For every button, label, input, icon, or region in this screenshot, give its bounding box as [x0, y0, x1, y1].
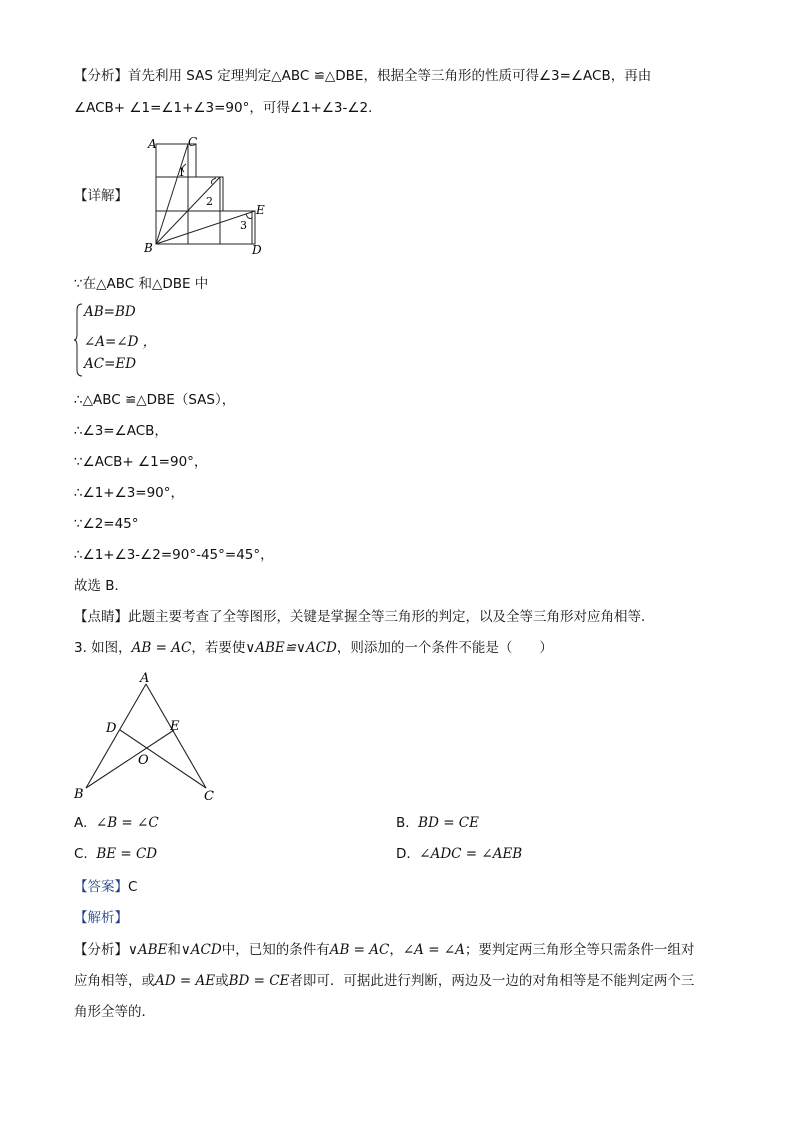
- option-b-letter: B.: [396, 815, 410, 831]
- option-a-text: ∠B = ∠C: [95, 815, 159, 831]
- label-C: C: [188, 135, 198, 149]
- proof-intro: ∵在△ABC 和△DBE 中: [74, 276, 209, 292]
- option-a[interactable]: [74, 815, 159, 831]
- q3-an-2b: 或: [215, 973, 229, 989]
- analysis-line-2: ∠ACB+ ∠1=∠1+∠3=90°，可得∠1+∠3-∠2．: [74, 100, 382, 116]
- angle-2-label: 2: [206, 195, 213, 208]
- answer-line: [74, 877, 137, 897]
- option-b[interactable]: [396, 815, 479, 831]
- tri-label-O: O: [138, 753, 149, 768]
- proof-step-4: ∴∠1+∠3=90°，: [74, 485, 185, 501]
- q3-an-1m1: ∨ABE: [128, 942, 168, 958]
- option-c-text: BE = CD: [96, 846, 158, 862]
- brace-row-3: AC=ED: [84, 356, 137, 372]
- option-b-text: BD = CE: [418, 815, 479, 831]
- option-d-text: ∠ADC = ∠AEB: [419, 846, 523, 862]
- tri-label-B: B: [74, 787, 84, 802]
- answer-label: 【答案】: [74, 879, 128, 895]
- q3-analysis-line-1: [74, 940, 694, 960]
- q3-an-1m2: ∨ACD: [180, 942, 222, 958]
- q3-analysis-line-2: [74, 971, 694, 991]
- explain-label: 【解析】: [74, 910, 128, 926]
- q3-an-1b: 和: [167, 942, 181, 958]
- q3-an-1m3: AB = AC: [329, 942, 390, 958]
- question-3-stem: [74, 638, 553, 658]
- grid-figure: [140, 134, 275, 259]
- triangle-figure: [70, 670, 230, 805]
- q3-stem-math-2: ∨ABE≌∨ACD: [245, 640, 337, 656]
- q3-an-2m2: BD = CE: [228, 973, 290, 989]
- angle-3-label: 3: [240, 219, 247, 232]
- angle-1-label: 1: [178, 166, 185, 179]
- tri-label-A: A: [140, 671, 150, 686]
- brace-row-1: AB=BD: [84, 304, 136, 320]
- q3-an-1m4: ∠A = ∠A: [402, 942, 465, 958]
- q3-an-2m1: AD = AE: [155, 973, 216, 989]
- brace-row-2: ∠A=∠D ，: [84, 334, 157, 350]
- q3-an-2c: 者即可．可据此进行判断，两边及一边的对角相等是不能判定两个三: [289, 973, 695, 989]
- option-a-letter: A.: [74, 815, 88, 831]
- label-E: E: [256, 203, 265, 217]
- proof-step-3: ∵∠ACB+ ∠1=90°，: [74, 454, 208, 470]
- option-d[interactable]: [396, 846, 522, 862]
- proof-step-1: ∴△ABC ≌△DBE（SAS），: [74, 392, 236, 408]
- proof-step-7: 故选 B．: [74, 578, 129, 594]
- proof-step-2: ∴∠3=∠ACB，: [74, 423, 168, 439]
- q3-an-1d: ，: [389, 942, 403, 958]
- q3-stem-c: ，则添加的一个条件不能是（ ）: [336, 640, 553, 656]
- analysis-line-1: 【分析】首先利用 SAS 定理判定△ABC ≌△DBE，根据全等三角形的性质可得∠3=∠ACB，再由: [74, 68, 652, 84]
- comment-line: 【点睛】此题主要考查了全等图形，关键是掌握全等三角形的判定，以及全等三角形对应角相等．: [74, 609, 655, 625]
- q3-an-1c: 中，已知的条件有: [221, 942, 330, 958]
- tri-label-C: C: [204, 789, 214, 804]
- tri-label-D: D: [106, 721, 117, 736]
- q3-an-1a: 【分析】: [74, 942, 128, 958]
- label-B: B: [144, 241, 153, 255]
- q3-an-2a: 应角相等，或: [74, 973, 155, 989]
- q3-an-1e: ；要判定两三角形全等只需条件一组对: [464, 942, 695, 958]
- q3-stem-a: 3. 如图，: [74, 640, 132, 656]
- q3-stem-math-1: AB = AC: [131, 640, 192, 656]
- tri-label-E: E: [170, 719, 180, 734]
- detail-label: 【详解】: [74, 188, 128, 204]
- q3-analysis-line-3: 角形全等的．: [74, 1004, 155, 1020]
- answer-value: C: [128, 879, 138, 895]
- left-brace-icon: [74, 302, 84, 378]
- label-D: D: [252, 243, 262, 257]
- proof-step-6: ∴∠1+∠3-∠2=90°-45°=45°，: [74, 547, 274, 563]
- proof-step-5: ∵∠2=45°: [74, 516, 139, 532]
- option-d-letter: D.: [396, 846, 411, 862]
- option-c-letter: C.: [74, 846, 88, 862]
- label-A: A: [148, 137, 157, 151]
- q3-stem-b: ，若要使: [191, 640, 246, 656]
- option-c[interactable]: [74, 846, 157, 862]
- condition-brace-group: [74, 302, 274, 378]
